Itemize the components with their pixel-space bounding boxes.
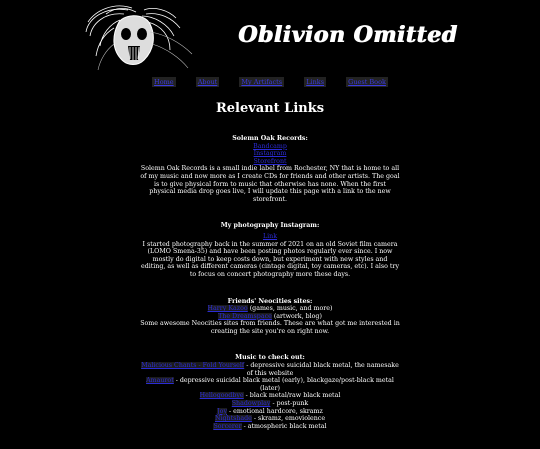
music-desc: - depressive suicidal black metal, the namesake of this website: [244, 362, 399, 377]
music-link[interactable]: Shadowplay: [231, 400, 271, 408]
main-content: [140, 135, 400, 449]
music-link[interactable]: Malicious Chants - Fold Yourself: [141, 362, 245, 370]
list-item: [140, 400, 400, 408]
solemn-oak-section: [140, 135, 400, 203]
section-title: Friends' Neocities sites:: [227, 297, 313, 305]
nav-home[interactable]: Home: [154, 78, 174, 86]
storefront-link[interactable]: Storefront: [253, 157, 287, 165]
section-description: I started photography back in the summer of 2021 on an old Soviet film camera (LOMO Smena-35) and have been posting photos regularly ever since. I now mostly do digital to keep costs down, but experiment with new styles and editing, as well as different cameras (cintage digital, toy cameras, etc). I also try to focus on concert photography more these days.: [140, 240, 400, 278]
music-desc: - black metal/raw black metal: [243, 392, 341, 400]
site-title: Oblivion Omitted: [238, 22, 458, 48]
section-description: Some awesome Neocities sites from friends. These are what got me interested in creating the site you're on right now.: [140, 320, 400, 335]
music-link[interactable]: Amaurot: [146, 377, 174, 385]
friend-desc: (games, music, and more): [247, 305, 333, 313]
music-desc: - atmospheric black metal: [241, 422, 327, 430]
section-title: My photography Instagram:: [220, 222, 320, 230]
page-title: Relevant Links: [215, 101, 325, 116]
photography-section: [140, 222, 400, 278]
friend-link[interactable]: The Dreamspace: [218, 312, 272, 320]
section-description: Solemn Oak Records is a small indie label from Rochester, NY that is home to all of my music and now more as I create CDs for friends and other artists. The goal is to give physical form to music that otherwise has none. When the first physical media drop goes live, I will update this page with a link to the new storefront.: [140, 165, 400, 203]
main-nav: [0, 77, 540, 87]
list-item: [140, 408, 400, 416]
instagram-link[interactable]: Instagram: [253, 150, 287, 158]
photography-link[interactable]: Link: [262, 232, 278, 240]
list-item: [140, 392, 400, 400]
list-item: [140, 415, 400, 423]
list-item: [140, 313, 400, 321]
section-title: Music to check out:: [235, 354, 305, 362]
list-item: [140, 362, 400, 377]
list-item: [140, 305, 400, 313]
friends-section: [140, 298, 400, 336]
music-link[interactable]: Hellogoodbye: [199, 392, 244, 400]
bandcamp-link[interactable]: Bandcamp: [253, 142, 287, 150]
music-link[interactable]: Joy: [217, 407, 228, 415]
music-section: [140, 354, 400, 430]
nav-about[interactable]: About: [197, 78, 218, 86]
screaming-skull-logo: [84, 4, 204, 74]
nav-my-artifacts[interactable]: My Artifacts: [241, 78, 283, 86]
list-item: [140, 377, 400, 392]
site-header: [0, 0, 540, 70]
music-desc: - emotional hardcore, skramz: [227, 407, 323, 415]
nav-links[interactable]: Links: [306, 78, 325, 86]
music-desc: - skramz, emoviolence: [251, 415, 326, 423]
music-desc: - depressive suicidal black metal (early), blackgaze/post-black metal (later): [173, 377, 394, 392]
music-desc: - post-punk: [270, 400, 309, 408]
nav-guest-book[interactable]: Guest Book: [348, 78, 386, 86]
music-link[interactable]: Nightshade: [214, 415, 252, 423]
friend-desc: (artwork, blog): [271, 312, 322, 320]
section-title: Solemn Oak Records:: [232, 135, 308, 142]
music-link[interactable]: Sorcerer: [213, 422, 242, 430]
friend-link[interactable]: Harry Kazoo: [207, 305, 248, 313]
list-item: [140, 423, 400, 431]
